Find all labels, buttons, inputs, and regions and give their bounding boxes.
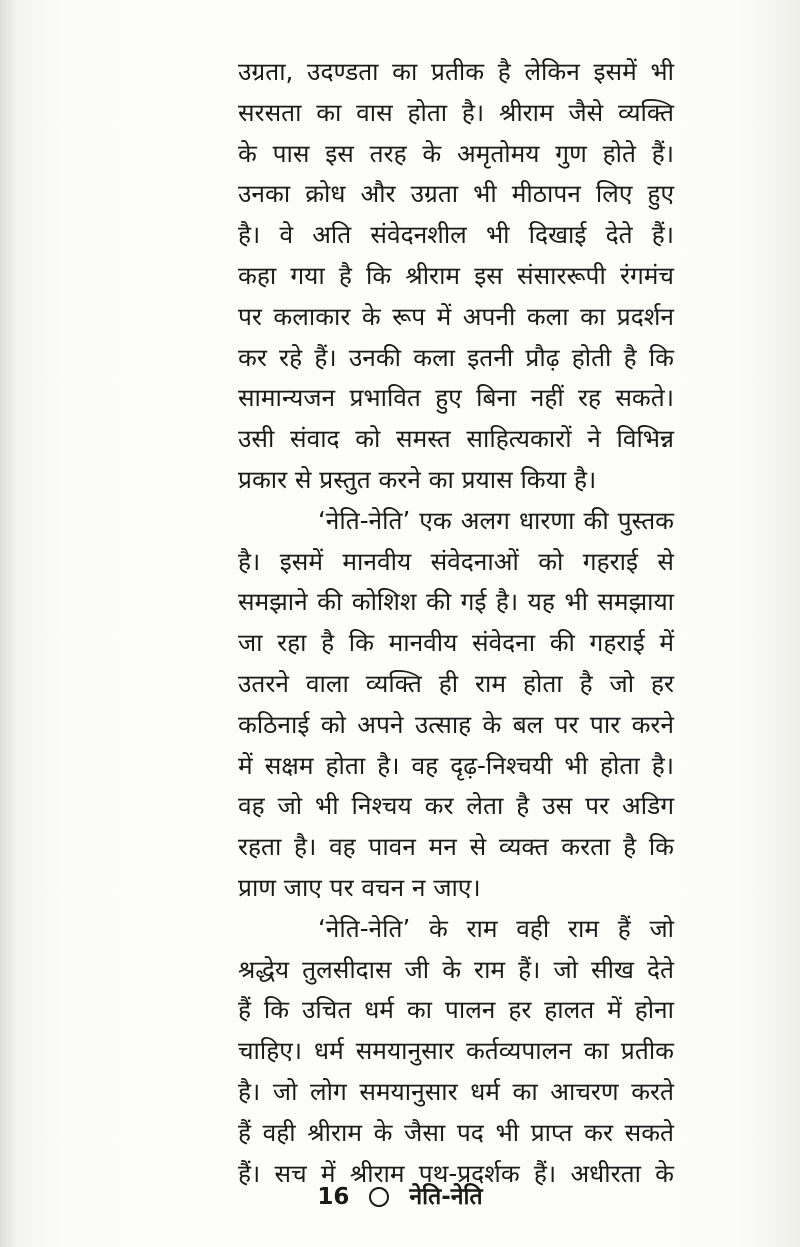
text-line: है। इसमें मानवीय संवेदनाओं को गहराई से	[238, 546, 674, 576]
paragraph-start-line: ‘नेति-नेति’ एक अलग धारणा की पुस्तक	[318, 505, 674, 535]
text-line: प्राण जाए पर वचन न जाए।	[238, 872, 481, 902]
text-line: उसी संवाद को समस्त साहित्यकारों ने विभिन्न	[238, 424, 674, 454]
text-line: प्रकार से प्रस्तुत करने का प्रयास किया है।	[238, 464, 597, 494]
text-line: सामान्यजन प्रभावित हुए बिना नहीं रह सकते।	[238, 383, 674, 413]
paragraph-start-line: ‘नेति-नेति’ के राम वही राम हैं जो	[318, 913, 674, 943]
text-line: श्रद्धेय तुलसीदास जी के राम हैं। जो सीख देते	[238, 954, 674, 984]
circle-icon	[369, 1187, 389, 1207]
body-text	[238, 52, 674, 1194]
page-number: 16	[317, 1183, 350, 1210]
text-line: है। वे अति संवेदनशील भी दिखाई देते हैं।	[238, 220, 674, 250]
text-line: हैं कि उचित धर्म का पालन हर हालत में होना	[238, 995, 674, 1025]
text-line: कर रहे हैं। उनकी कला इतनी प्रौढ़ होती है कि	[238, 342, 674, 372]
page-footer	[0, 1176, 800, 1217]
text-line: के पास इस तरह के अमृतोमय गुण होते हैं।	[238, 138, 674, 168]
text-line: कहा गया है कि श्रीराम इस संसाररूपी रंगमंच	[238, 260, 674, 290]
text-line: कठिनाई को अपने उत्साह के बल पर पार करने	[238, 709, 674, 739]
text-line: पर कलाकार के रूप में अपनी कला का प्रदर्शन	[238, 301, 674, 331]
text-line: समझाने की कोशिश की गई है। यह भी समझाया	[238, 587, 674, 617]
text-line: में सक्षम होता है। वह दृढ़-निश्चयी भी होता है।	[238, 750, 674, 780]
text-line: जा रहा है कि मानवीय संवेदना की गहराई में	[238, 628, 674, 658]
text-line: रहता है। वह पावन मन से व्यक्त करता है कि	[238, 832, 674, 862]
text-line: चाहिए। धर्म समयानुसार कर्तव्यपालन का प्रतीक	[238, 1036, 674, 1066]
text-line: है। जो लोग समयानुसार धर्म का आचरण करते	[238, 1076, 674, 1106]
text-line: हैं। सच में श्रीराम पथ-प्रदर्शक हैं। अधीरता के	[238, 1158, 674, 1188]
running-title: नेति-नेति	[409, 1183, 483, 1210]
text-line: हैं वही श्रीराम के जैसा पद भी प्राप्त कर सकते	[238, 1117, 674, 1147]
text-line: उनका क्रोध और उग्रता भी मीठापन लिए हुए	[238, 179, 674, 209]
text-line: सरसता का वास होता है। श्रीराम जैसे व्यक्ति	[238, 97, 674, 127]
text-line: उग्रता, उदण्डता का प्रतीक है लेकिन इसमें भी	[238, 57, 674, 86]
text-line: उतरने वाला व्यक्ति ही राम होता है जो हर	[238, 668, 674, 698]
page-spine-shadow	[0, 0, 18, 1247]
text-line: वह जो भी निश्चय कर लेता है उस पर अडिग	[238, 791, 674, 821]
